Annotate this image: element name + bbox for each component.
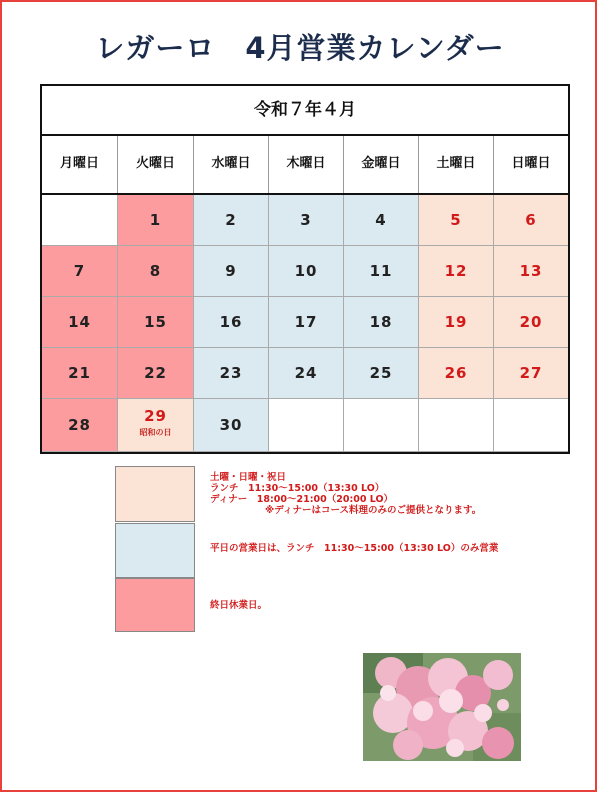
page-title: レガーロ 4月営業カレンダー: [95, 31, 505, 65]
calendar-day: [42, 195, 118, 246]
day-number: 7: [73, 262, 86, 280]
calendar-day: [344, 246, 419, 297]
calendar-day: [194, 195, 269, 246]
legend-swatch: [115, 523, 195, 578]
calendar-day: [269, 246, 344, 297]
legend-swatch: [115, 578, 195, 632]
legend-description: [210, 543, 498, 554]
calendar-day: [344, 399, 419, 452]
legend-description: [210, 600, 267, 611]
day-number: 11: [369, 262, 393, 280]
day-number: 25: [369, 364, 393, 382]
calendar-day: [494, 399, 568, 452]
calendar-day: [269, 348, 344, 399]
day-number: 27: [519, 364, 543, 382]
day-number: 9: [225, 262, 237, 280]
calendar-day: [42, 348, 118, 399]
calendar-day: [344, 297, 419, 348]
day-number: 14: [68, 313, 91, 331]
day-number: 19: [444, 313, 468, 331]
day-number: 30: [219, 416, 243, 434]
day-number: 24: [294, 364, 318, 382]
day-number: 16: [219, 313, 243, 331]
calendar-day: [42, 246, 118, 297]
day-number: 2: [225, 211, 237, 229]
calendar-day: [419, 246, 494, 297]
day-number: 4: [375, 211, 387, 229]
day-number: 15: [144, 313, 167, 331]
day-number: 3: [300, 211, 312, 229]
calendar-day: [494, 297, 568, 348]
weekday-header: 火曜日: [118, 136, 194, 193]
day-number: 6: [525, 211, 537, 229]
calendar-day: [269, 195, 344, 246]
day-number: 12: [444, 262, 468, 280]
day-number: 1: [149, 211, 162, 229]
legend-line: 平日の営業日は、ランチ 11:30～15:00（13:30 LO）のみ営業: [210, 543, 499, 554]
day-number: 5: [450, 211, 462, 229]
day-number: 21: [68, 364, 91, 382]
calendar-day: [118, 246, 194, 297]
day-number: 13: [519, 262, 543, 280]
legend-swatch: [115, 466, 195, 522]
day-number: 29: [144, 407, 167, 425]
calendar-day: [194, 348, 269, 399]
legend-line: 土曜・日曜・祝日: [210, 472, 287, 483]
calendar-day: [344, 348, 419, 399]
day-number: 17: [294, 313, 318, 331]
calendar-day: [42, 399, 118, 452]
calendar-day: [42, 297, 118, 348]
holiday-label: 昭和の日: [139, 428, 172, 437]
day-number: 10: [294, 262, 318, 280]
calendar-day: [118, 348, 194, 399]
weekday-header: 金曜日: [344, 136, 419, 193]
calendar-day: [494, 246, 568, 297]
weekday-header: 月曜日: [42, 136, 118, 193]
day-number: 26: [444, 364, 468, 382]
day-number: 23: [219, 364, 243, 382]
day-number: 20: [519, 313, 543, 331]
legend-description: [210, 472, 481, 516]
weekday-header: 土曜日: [419, 136, 494, 193]
calendar-day: [419, 297, 494, 348]
calendar-day: [494, 195, 568, 246]
cherry-blossom-photo: [363, 653, 521, 761]
legend-line: ディナー 18:00～21:00（20:00 LO）: [210, 494, 394, 505]
day-number: 8: [149, 262, 162, 280]
calendar-day: [194, 399, 269, 452]
calendar-day: [494, 348, 568, 399]
calendar-day: [194, 246, 269, 297]
month-label: 令和７年４月: [42, 86, 568, 136]
calendar-table: [40, 84, 570, 454]
weekday-header: 日曜日: [511, 156, 551, 171]
weekday-header: 水曜日: [194, 136, 269, 193]
calendar-day: [118, 399, 194, 452]
day-number: 22: [144, 364, 167, 382]
calendar-day: [419, 399, 494, 452]
calendar-day: [118, 297, 194, 348]
calendar-day: [344, 195, 419, 246]
calendar-day: [419, 195, 494, 246]
legend-line: 終日休業日。: [210, 600, 268, 611]
day-number: 18: [369, 313, 393, 331]
calendar-day: [194, 297, 269, 348]
calendar-day: [419, 348, 494, 399]
calendar-day: [269, 297, 344, 348]
calendar-day: [118, 195, 194, 246]
legend-line: ※ディナーはコース料理のみのご提供となります。: [265, 505, 482, 516]
calendar-day: [269, 399, 344, 452]
legend-line: ランチ 11:30～15:00（13:30 LO）: [210, 483, 385, 494]
day-number: 28: [68, 416, 91, 434]
weekday-header: 木曜日: [269, 136, 344, 193]
